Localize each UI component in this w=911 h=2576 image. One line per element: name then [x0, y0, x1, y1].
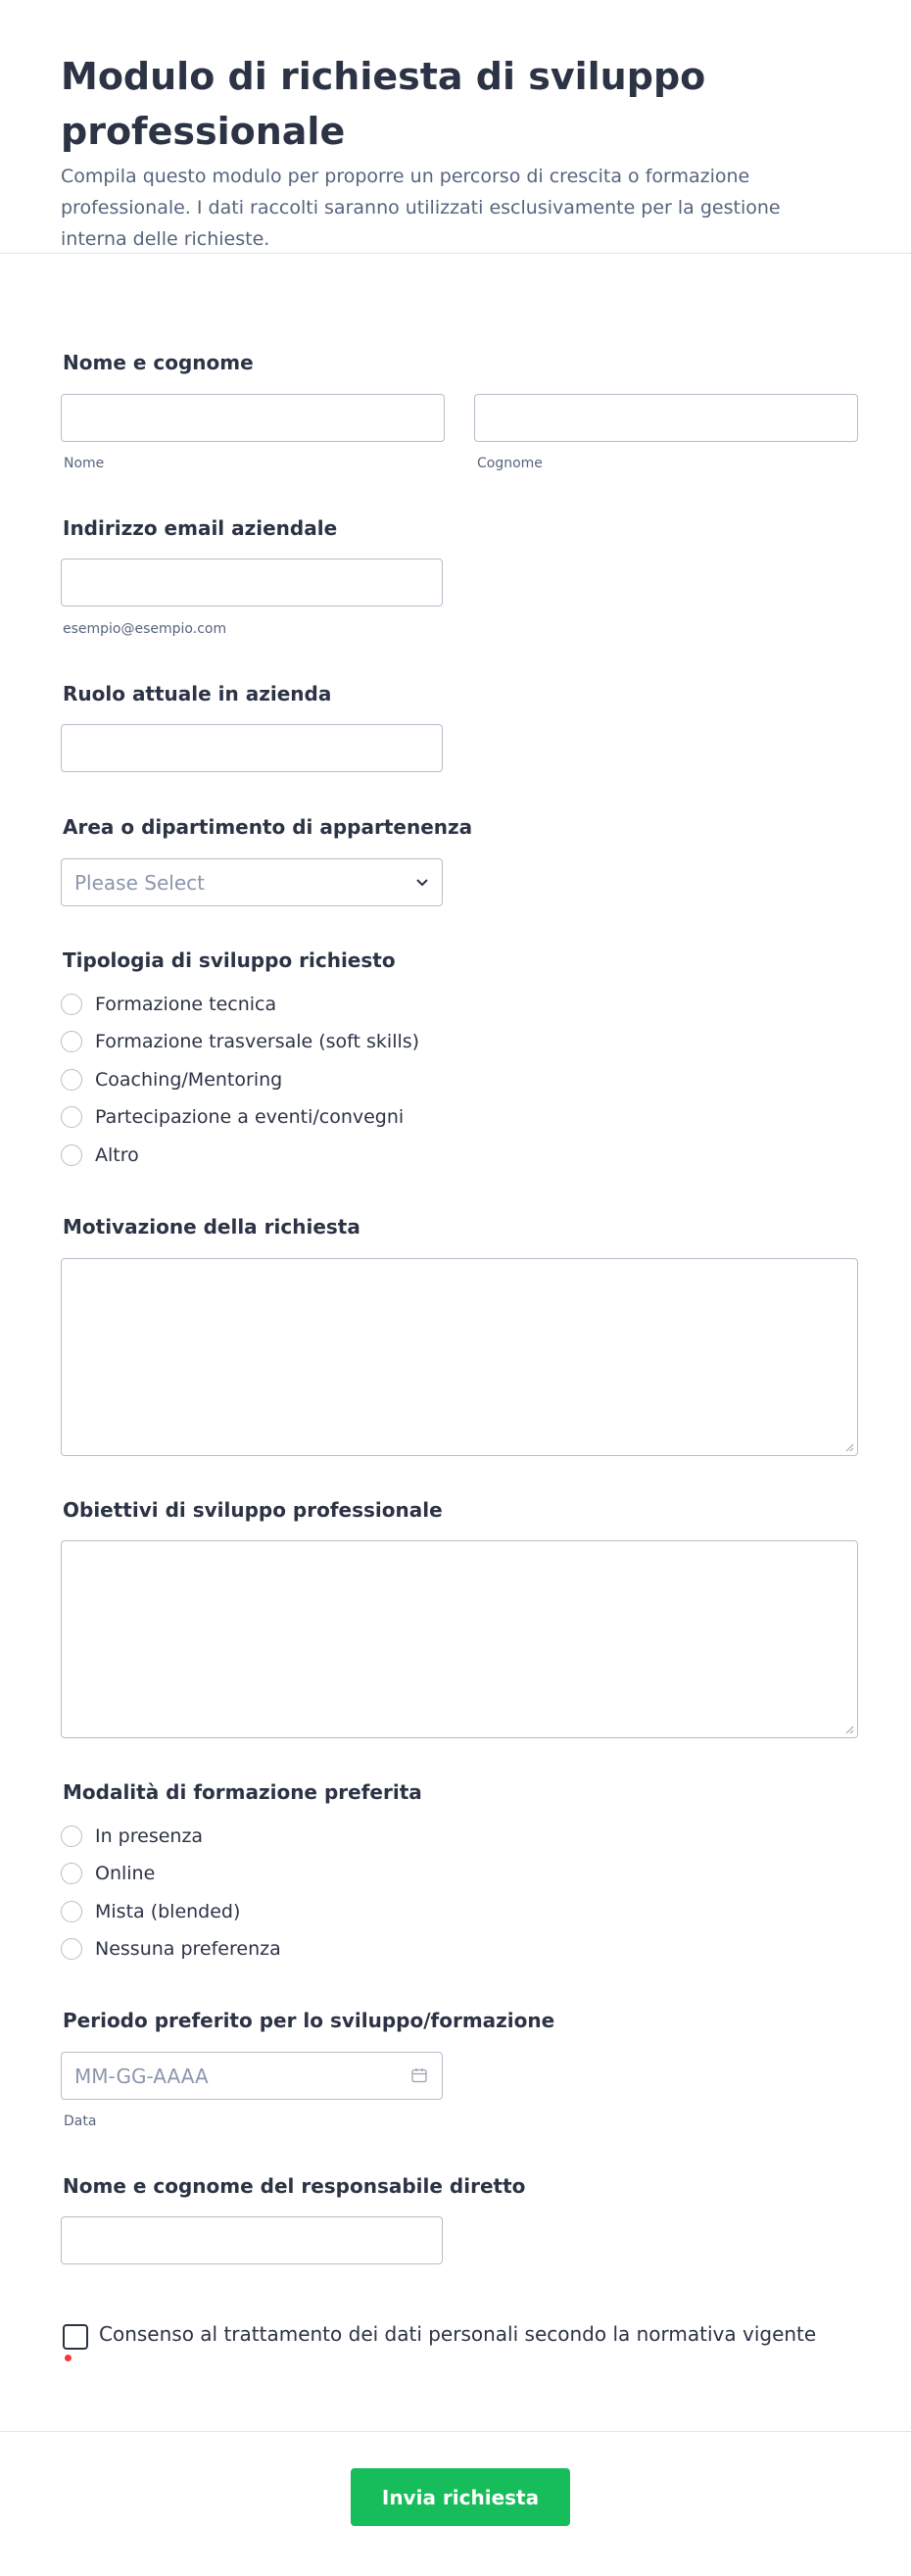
resize-grip-icon[interactable] [844, 1725, 854, 1734]
first-name-input[interactable] [61, 394, 445, 442]
first-name-sublabel: Nome [64, 456, 105, 471]
option-label: Coaching/Mentoring [95, 1069, 283, 1091]
department-select[interactable] [61, 858, 443, 906]
motivation-textarea[interactable] [61, 1258, 858, 1456]
email-input[interactable] [61, 559, 443, 607]
dev-type-option[interactable] [61, 1141, 139, 1170]
dev-type-option[interactable] [61, 1065, 282, 1094]
resize-grip-icon[interactable] [844, 1442, 854, 1452]
dev-type-option[interactable] [61, 1102, 404, 1132]
option-label: Formazione tecnica [95, 994, 277, 1015]
role-label: Ruolo attuale in azienda [63, 682, 332, 705]
dev-type-option[interactable] [61, 1027, 419, 1056]
form-title: Modulo di richiesta di sviluppo professionale [61, 55, 706, 153]
manager-input[interactable] [61, 2216, 443, 2264]
option-label: Online [95, 1863, 156, 1884]
mode-label: Modalità di formazione preferita [63, 1780, 422, 1804]
email-label: Indirizzo email aziendale [63, 516, 338, 540]
option-label: Formazione trasversale (soft skills) [95, 1031, 420, 1052]
full-name-label: Nome e cognome [63, 351, 254, 374]
objectives-label: Obiettivi di sviluppo professionale [63, 1498, 443, 1522]
radio-button[interactable] [61, 1106, 82, 1128]
mode-option[interactable] [61, 1859, 155, 1888]
option-label: Nessuna preferenza [95, 1938, 281, 1960]
motivation-label: Motivazione della richiesta [63, 1215, 360, 1239]
footer-divider [0, 2431, 911, 2432]
option-label: Altro [95, 1144, 139, 1166]
radio-button[interactable] [61, 1031, 82, 1052]
radio-button[interactable] [61, 1825, 82, 1847]
form-description: Compila questo modulo per proporre un percorso di crescita o formazione professionale. I dati raccolti saranno utilizzati esclusivamente per la gestione interna delle richieste. [61, 166, 781, 250]
last-name-sublabel: Cognome [477, 456, 543, 471]
radio-button[interactable] [61, 1069, 82, 1091]
manager-label: Nome e cognome del responsabile diretto [63, 2174, 526, 2198]
option-label: Mista (blended) [95, 1901, 241, 1922]
consent-checkbox[interactable] [63, 2324, 88, 2350]
date-input[interactable] [61, 2052, 443, 2100]
date-sublabel: Data [64, 2114, 97, 2129]
dev-type-label: Tipologia di sviluppo richiesto [63, 948, 396, 972]
period-label: Periodo preferito per lo sviluppo/formazione [63, 2009, 555, 2032]
radio-button[interactable] [61, 994, 82, 1015]
objectives-textarea[interactable] [61, 1540, 858, 1738]
chevron-down-icon [414, 874, 430, 890]
required-indicator [65, 2355, 72, 2361]
mode-option[interactable] [61, 1822, 203, 1851]
radio-button[interactable] [61, 1901, 82, 1922]
dev-type-option[interactable] [61, 990, 276, 1019]
form-header [0, 0, 911, 254]
last-name-input[interactable] [474, 394, 858, 442]
calendar-icon[interactable] [410, 2066, 428, 2084]
radio-button[interactable] [61, 1144, 82, 1166]
consent-label: Consenso al trattamento dei dati personali secondo la normativa vigente [99, 2322, 817, 2346]
radio-button[interactable] [61, 1863, 82, 1884]
role-input[interactable] [61, 724, 443, 772]
submit-button[interactable]: Invia richiesta [351, 2468, 570, 2526]
date-placeholder: MM-GG-AAAA [74, 2065, 209, 2088]
radio-button[interactable] [61, 1938, 82, 1960]
option-label: Partecipazione a eventi/convegni [95, 1106, 405, 1128]
option-label: In presenza [95, 1825, 204, 1847]
mode-option[interactable] [61, 1897, 240, 1926]
department-placeholder: Please Select [74, 871, 205, 895]
email-sublabel: esempio@esempio.com [63, 621, 227, 637]
mode-option[interactable] [61, 1934, 281, 1964]
department-label: Area o dipartimento di appartenenza [63, 815, 473, 839]
